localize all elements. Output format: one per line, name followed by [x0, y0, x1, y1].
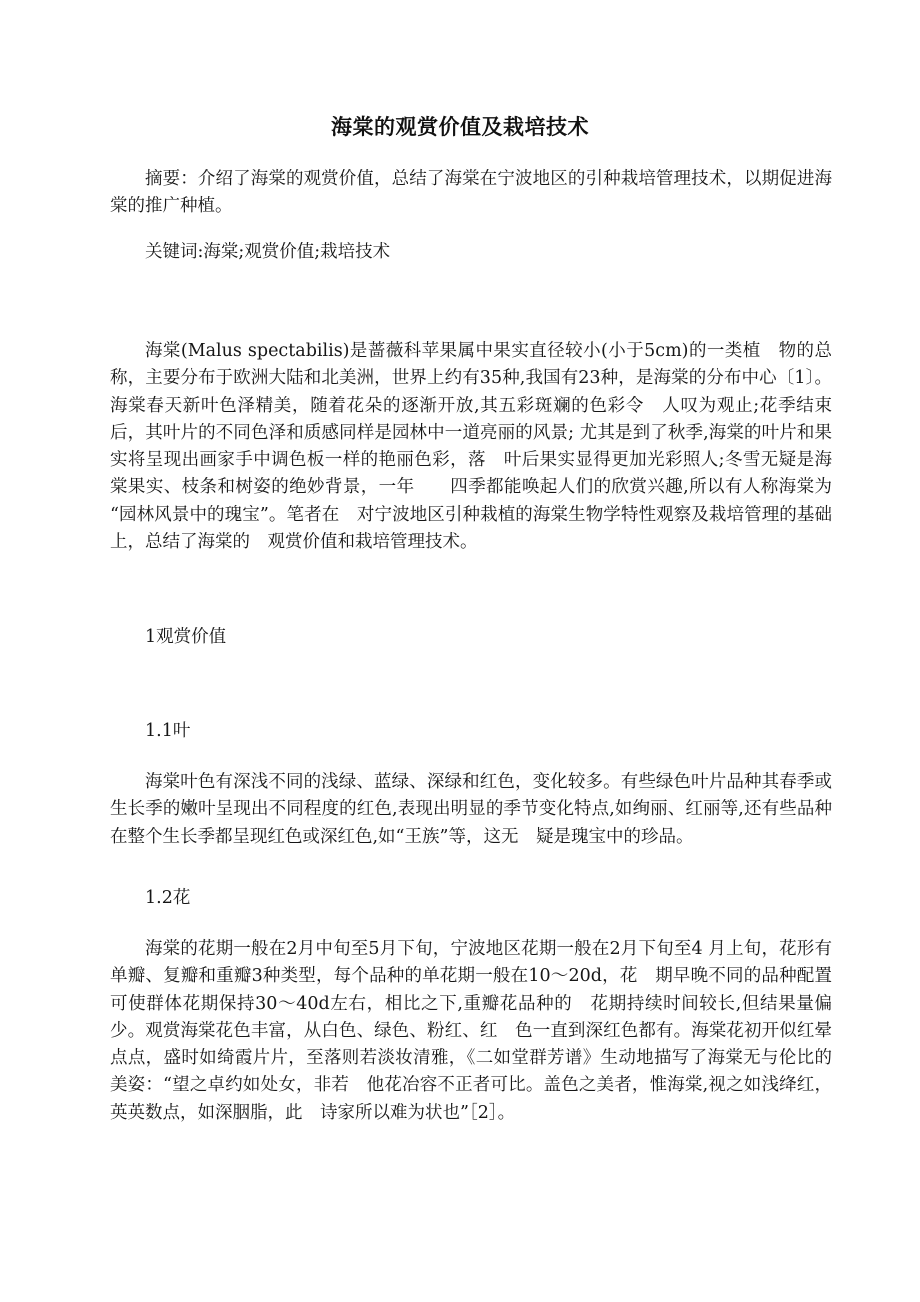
section-heading-1-1: 1.1叶	[145, 721, 191, 741]
introduction-paragraph: 海棠(Malus spectabilis)是蔷薇科苹果属中果实直径较小(小于5cm)的一类植 物的总称，主要分布于欧洲大陆和北美洲，世界上约有35种,我国有23种，是海棠的分布中心〔1〕。海棠春天新叶色泽精美，随着花朵的逐渐开放,其五彩斑斓的色彩令 人叹为观止;花季结束后，其叶片的不同色泽和质感同样是园林中一道亮丽的风景; 尤其是到了秋季,海棠的叶片和果实将呈现出画家手中调色板一样的艳丽色彩，落 叶后果实显得更加光彩照人;冬雪无疑是海棠果实、枝条和树姿的绝妙背景，一年 四季都能唤起人们的欣赏兴趣,所以有人称海棠为“园林风景中的瑰宝”。笔者在 对宁波地区引种栽植的海棠生物学特性观察及栽培管理的基础上，总结了海棠的 观赏价值和栽培管理技术。	[110, 341, 832, 553]
introduction-block	[110, 338, 832, 556]
section-1-2-paragraph: 海棠的花期一般在2月中旬至5月下旬，宁波地区花期一般在2月下旬至4 月上旬，花形有单瓣、复瓣和重瓣3种类型，每个品种的单花期一般在10〜20d，花 期早晚不同的品种配置可使群体花期保持30〜40d左右，相比之下,重瓣花品种的 花期持续时间较长,但结果量偏少。观赏海棠花色丰富，从白色、绿色、粉红、红 色一直到深红色都有。海棠花初开似红晕点点，盛时如绮霞片片，至落则若淡妆清雅，《二如堂群芳谱》生动地描写了海棠无与伦比的美姿：“望之卓约如处女，非若 他花冶容不正者可比。盖色之美者，惟海棠,视之如浅绛红，英英数点，如深胭脂，此 诗家所以难为状也”［2］。	[110, 939, 832, 1123]
section-1-1-paragraph: 海棠叶色有深浅不同的浅绿、蓝绿、深绿和红色，变化较多。有些绿色叶片品种其春季或生长季的嫩叶呈现出不同程度的红色,表现出明显的季节变化特点,如绚丽、红丽等,还有些品种在整个生长季都呈现红色或深红色,如“王族”等，这无 疑是瑰宝中的珍品。	[110, 772, 832, 847]
section-1-2-block	[110, 885, 832, 912]
section-1-block	[110, 624, 832, 651]
section-1-1-body-block	[110, 769, 832, 851]
section-heading-1-2: 1.2花	[145, 888, 191, 908]
abstract-text: 摘要：介绍了海棠的观赏价值，总结了海棠在宁波地区的引种栽培管理技术，以期促进海棠的推广种植。	[110, 169, 832, 217]
keywords-block	[110, 239, 832, 266]
section-1-2-body-block	[110, 936, 832, 1127]
abstract-block	[110, 166, 832, 221]
section-heading-1: 1观赏价值	[145, 627, 227, 647]
page-title: 海棠的观赏价值及栽培技术	[331, 115, 589, 140]
section-1-1-block	[110, 718, 832, 745]
keywords-text: 关键词:海棠;观赏价值;栽培技术	[145, 242, 391, 262]
